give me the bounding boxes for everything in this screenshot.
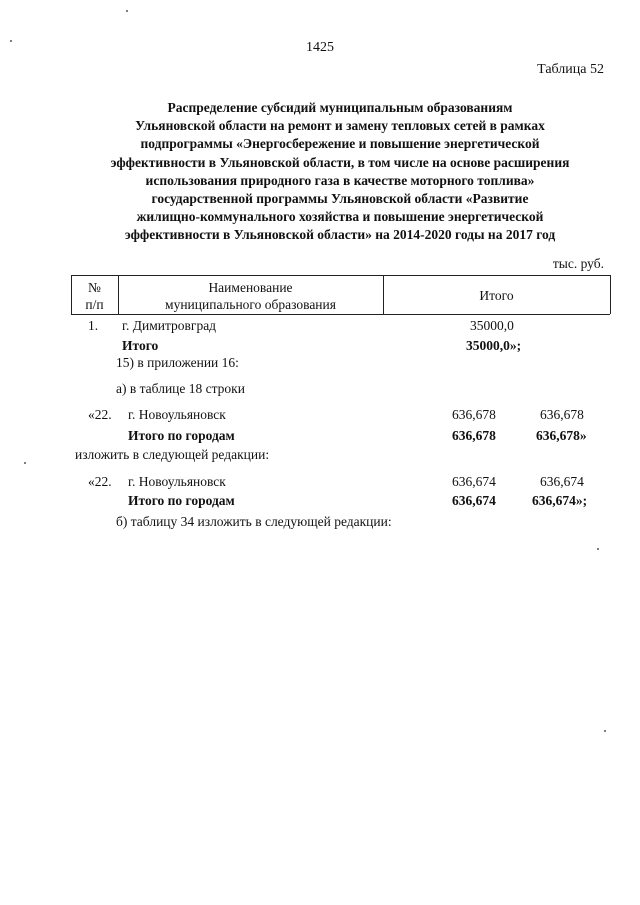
new-row-value-1: 636,674 bbox=[452, 474, 496, 489]
title-line: эффективности в Ульяновской области» на 2014-2020 годы на 2017 год bbox=[124, 227, 556, 243]
table-right-border bbox=[610, 275, 611, 314]
scan-speck bbox=[24, 462, 26, 464]
header-name bbox=[118, 279, 383, 313]
item-b: б) таблицу 34 изложить в следующей редакции: bbox=[116, 514, 392, 529]
table-label: Таблица 52 bbox=[537, 62, 604, 77]
total-label: Итого bbox=[122, 338, 159, 353]
total-value: 35000,0»; bbox=[466, 338, 522, 353]
replace-instruction: изложить в следующей редакции: bbox=[75, 447, 270, 462]
new-row-name: г. Новоульяновск bbox=[128, 474, 226, 489]
header-name-line: муниципального образования bbox=[165, 297, 336, 312]
header-number-line: п/п bbox=[85, 297, 104, 312]
new-total-value-1: 636,674 bbox=[452, 493, 496, 508]
row-name: г. Димитровград bbox=[122, 318, 217, 333]
new-total-label: Итого по городам bbox=[128, 493, 235, 508]
scan-speck bbox=[126, 10, 128, 12]
item-a: а) в таблице 18 строки bbox=[116, 381, 245, 396]
title-line: подпрограммы «Энергосбережение и повышение энергетической bbox=[140, 136, 540, 152]
header-name-line: Наименование bbox=[208, 280, 293, 295]
old-row-number: «22. bbox=[88, 407, 112, 422]
title-line: государственной программы Ульяновской области «Развитие bbox=[151, 191, 529, 207]
title-line: Распределение субсидий муниципальным образованиям bbox=[167, 100, 513, 115]
old-total-label: Итого по городам bbox=[128, 428, 235, 443]
old-total-value-1: 636,678 bbox=[452, 428, 496, 443]
title-line: эффективности в Ульяновской области, в том числе на основе расширения bbox=[110, 154, 570, 170]
new-total-value-2: 636,674»; bbox=[532, 493, 588, 508]
document-title bbox=[70, 99, 610, 245]
header-number bbox=[71, 279, 118, 313]
new-row-value-2: 636,674 bbox=[540, 474, 584, 489]
row-value: 35000,0 bbox=[470, 318, 514, 333]
header-number-line: № bbox=[88, 280, 101, 295]
title-line: Ульяновской области на ремонт и замену тепловых сетей в рамках bbox=[135, 118, 545, 134]
header-total: Итого bbox=[479, 288, 514, 303]
title-line: использования природного газа в качестве моторного топлива» bbox=[145, 172, 535, 188]
old-row-name: г. Новоульяновск bbox=[128, 407, 226, 422]
row-number: 1. bbox=[88, 318, 99, 333]
units-label: тыс. руб. bbox=[552, 256, 604, 271]
scan-speck bbox=[10, 40, 12, 42]
table-top-border bbox=[71, 275, 610, 276]
title-line: жилищно-коммунального хозяйства и повышение энергетической bbox=[136, 209, 544, 225]
page-number: 1425 bbox=[306, 40, 334, 55]
old-row-value-1: 636,678 bbox=[452, 407, 496, 422]
scan-speck bbox=[604, 730, 606, 732]
old-row-value-2: 636,678 bbox=[540, 407, 584, 422]
old-total-value-2: 636,678» bbox=[536, 428, 587, 443]
new-row-number: «22. bbox=[88, 474, 112, 489]
scan-speck bbox=[597, 548, 599, 550]
table-header-bottom-border bbox=[71, 314, 610, 315]
item-15: 15) в приложении 16: bbox=[116, 355, 239, 370]
